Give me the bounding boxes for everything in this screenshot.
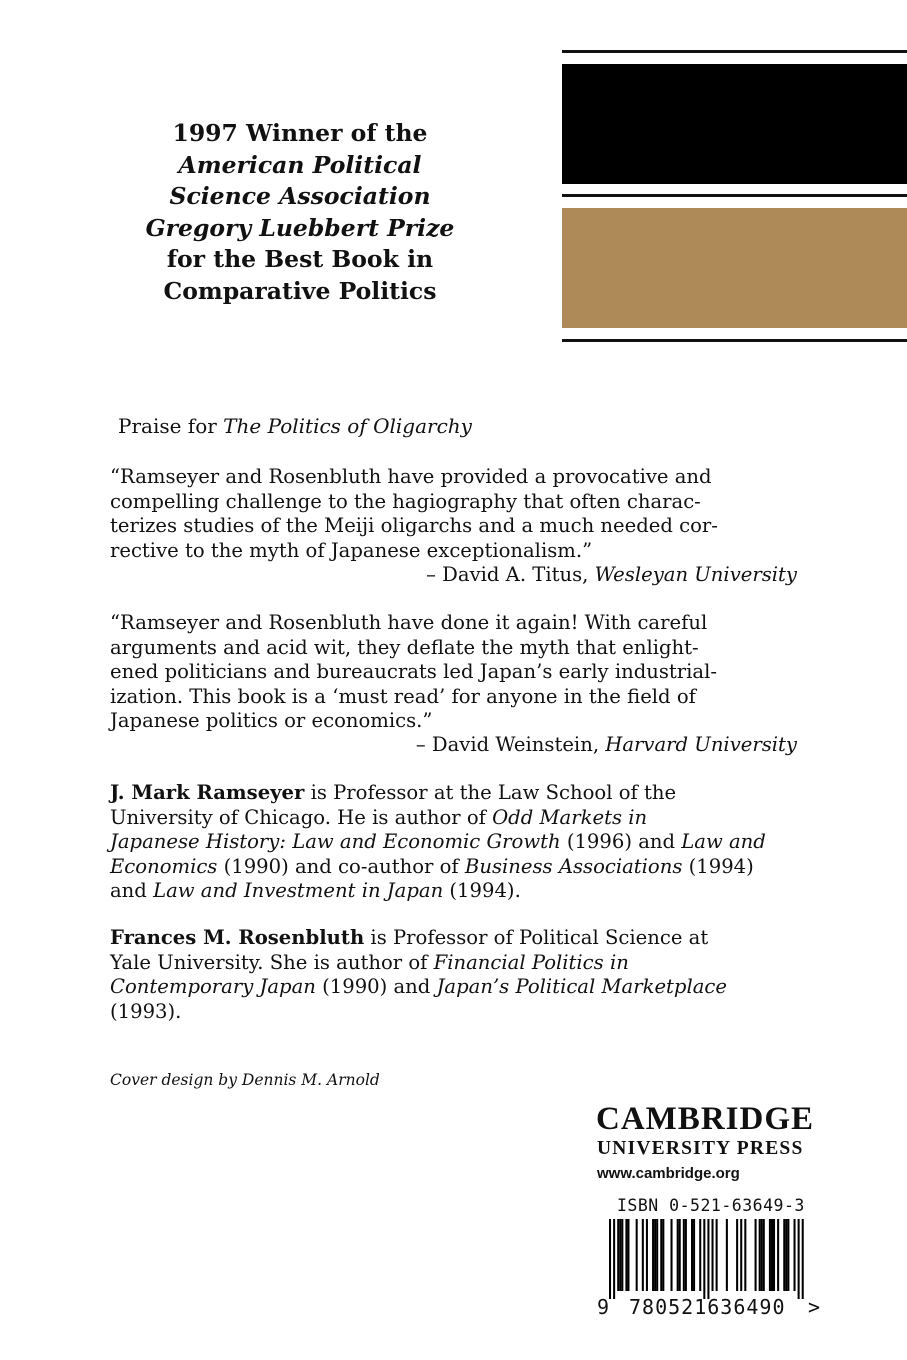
barcode-bar — [773, 1219, 775, 1291]
quote-line: “Ramseyer and Rosenbluth have provided a provocative and — [110, 465, 712, 488]
praise-heading — [118, 414, 472, 438]
barcode-bar — [671, 1219, 673, 1291]
barcode-bar — [617, 1219, 619, 1291]
barcode-bar — [691, 1219, 693, 1291]
bio-text: is Professor of Political Science at — [364, 926, 709, 949]
barcode-bar — [652, 1219, 654, 1291]
barcode-bar — [642, 1219, 644, 1291]
bio-text: (1990) and — [315, 975, 437, 999]
bio-text: University of Chicago. He is author of — [110, 805, 493, 829]
barcode-bar — [785, 1219, 787, 1291]
barcode-bar — [646, 1219, 648, 1291]
attribution-affiliation: Wesleyan University — [594, 563, 797, 586]
barcode-bar — [798, 1219, 800, 1299]
bio-rosenbluth — [110, 926, 800, 1024]
quote-line: Japanese politics or economics.” — [110, 709, 433, 733]
quote-titus — [110, 465, 800, 563]
quote-line: terizes studies of the Meiji oligarchs and a much needed cor- — [110, 514, 718, 538]
quote-line: ization. This book is a ‘must read’ for anyone in the field of — [110, 684, 696, 708]
award-notice — [95, 118, 505, 307]
barcode-bar — [712, 1219, 714, 1291]
attribution-author: – David Weinstein, — [415, 733, 606, 756]
bio-text: (1994) — [682, 854, 754, 878]
top-rule — [562, 50, 907, 53]
cover-design-credit: Cover design by Dennis M. Arnold — [110, 1071, 380, 1089]
barcode-bar — [699, 1219, 701, 1291]
book-title: Business Associations — [464, 854, 683, 878]
bio-ramseyer — [110, 781, 800, 904]
book-title: Financial Politics in — [433, 950, 629, 974]
barcode-bar — [703, 1219, 705, 1299]
barcode-bar — [636, 1219, 638, 1291]
book-title: Law and Investment in Japan — [153, 879, 444, 903]
bottom-rule — [562, 339, 907, 342]
barcode-bar — [621, 1219, 623, 1291]
bio-text: (1993). — [110, 999, 182, 1023]
barcode-bar — [726, 1219, 728, 1291]
book-title: Japan’s Political Marketplace — [436, 975, 727, 999]
bio-text: (1996) and — [560, 830, 682, 854]
award-line-3: Science Association — [169, 182, 431, 210]
barcode-bar — [707, 1219, 709, 1299]
black-color-block — [562, 64, 907, 184]
attribution-author: – David A. Titus, — [426, 563, 595, 586]
barcode-arrow: > — [808, 1295, 821, 1319]
barcode-bar — [736, 1219, 738, 1291]
barcode-bar — [787, 1219, 789, 1291]
quote-line: ened politicians and bureaucrats led Japan’s early industrial- — [110, 660, 718, 684]
book-title: Contemporary Japan — [110, 975, 316, 999]
barcode-bar — [769, 1219, 771, 1291]
barcode-bar — [777, 1219, 779, 1291]
barcode-bar — [761, 1219, 763, 1291]
barcode-bar — [693, 1219, 695, 1291]
isbn-text: ISBN 0-521-63649-3 — [617, 1196, 805, 1215]
publisher-name: CAMBRIDGE — [596, 1101, 815, 1137]
praise-book-title: The Politics of Oligarchy — [223, 414, 472, 438]
quote-line: arguments and acid wit, they deflate the myth that enlight- — [110, 635, 699, 659]
middle-rule — [562, 194, 907, 197]
book-title: Law and — [681, 830, 766, 854]
book-title: Japanese History: Law and Economic Growth — [110, 830, 561, 854]
barcode-bar — [716, 1219, 718, 1291]
bio-text: is Professor at the Law School of the — [304, 781, 677, 804]
barcode-bar — [763, 1219, 765, 1291]
barcode-bar — [677, 1219, 679, 1291]
award-line-1: 1997 Winner of the — [172, 119, 428, 147]
publisher-website: www.cambridge.org — [597, 1165, 740, 1182]
quote-weinstein-attribution — [416, 733, 797, 756]
barcode-bar — [685, 1219, 687, 1291]
praise-lead: Praise for — [118, 414, 224, 438]
quote-weinstein — [110, 611, 800, 734]
barcode-bar — [662, 1219, 664, 1291]
bio-text: and — [110, 879, 154, 903]
barcode-bar — [613, 1219, 615, 1299]
barcode-bar — [740, 1219, 742, 1291]
author-name: Frances M. Rosenbluth — [110, 926, 365, 949]
barcode-digits: 780521636490 — [629, 1295, 786, 1319]
gold-color-block — [562, 208, 907, 328]
barcode-bar — [619, 1219, 621, 1291]
quote-titus-attribution — [426, 563, 797, 586]
attribution-affiliation: Harvard University — [605, 733, 797, 756]
barcode-bar — [660, 1219, 662, 1291]
bio-text: (1994). — [443, 879, 521, 903]
barcode-bar — [625, 1219, 627, 1291]
barcode-bar — [627, 1219, 629, 1291]
book-title: Odd Markets in — [492, 805, 648, 829]
barcode-bar — [683, 1219, 685, 1291]
bio-text: (1990) and co-author of — [217, 854, 465, 878]
author-name: J. Mark Ramseyer — [110, 781, 305, 804]
barcode-bar — [609, 1219, 611, 1299]
barcode-bar — [794, 1219, 796, 1291]
barcode-bar — [771, 1219, 773, 1291]
barcode-lead-digit: 9 — [597, 1295, 610, 1319]
quote-line: “Ramseyer and Rosenbluth have done it again! With careful — [110, 611, 708, 634]
book-title: Economics — [110, 854, 218, 878]
award-line-2: American Political — [178, 150, 422, 179]
barcode-bar — [783, 1219, 785, 1291]
award-line-6: Comparative Politics — [163, 276, 437, 305]
bio-text: Yale University. She is author of — [110, 950, 434, 974]
barcode-bar — [759, 1219, 761, 1291]
award-line-4: Gregory Luebbert Prize — [145, 213, 455, 242]
barcode-bar — [679, 1219, 681, 1291]
barcode-bar — [744, 1219, 746, 1291]
barcode-bar — [656, 1219, 658, 1291]
barcode-bar — [755, 1219, 757, 1291]
quote-line: rective to the myth of Japanese exceptionalism.” — [110, 538, 593, 562]
barcode-bar — [654, 1219, 656, 1291]
barcode-graphic — [597, 1219, 812, 1299]
barcode-bar — [802, 1219, 804, 1299]
award-line-5: for the Best Book in — [166, 245, 434, 273]
publisher-press: UNIVERSITY PRESS — [597, 1138, 804, 1159]
quote-line: compelling challenge to the hagiography that often charac- — [110, 489, 701, 513]
